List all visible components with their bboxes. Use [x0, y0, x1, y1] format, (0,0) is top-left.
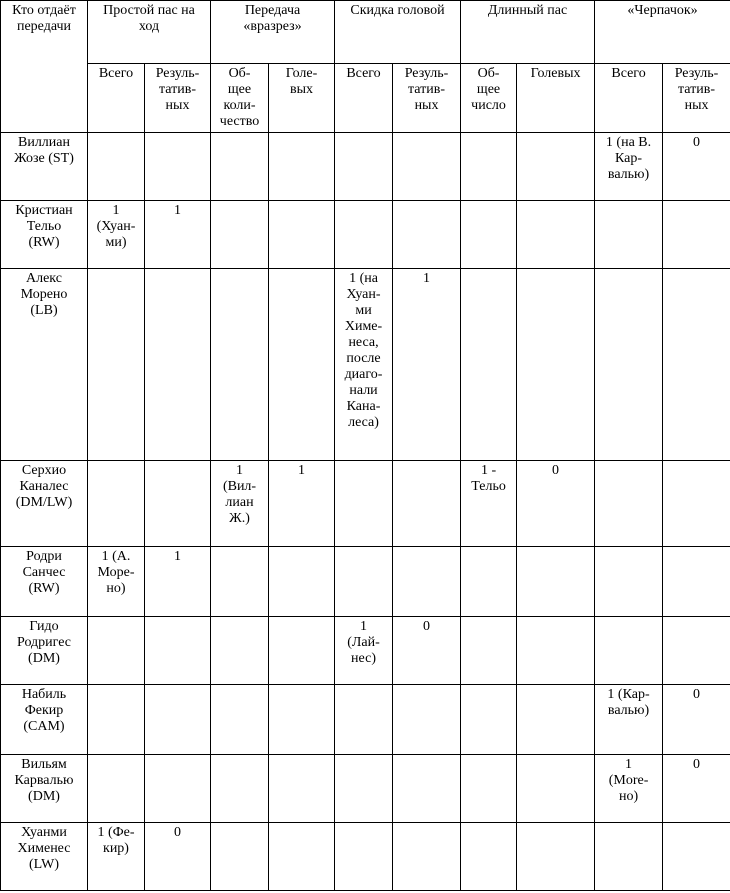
player-name: Хуанми Хименес (LW)	[1, 823, 88, 891]
header-passer: Кто отдаёт передачи	[1, 1, 88, 133]
table-cell	[461, 617, 517, 685]
table-cell: 1	[269, 461, 335, 547]
player-name: Алекс Морено (LB)	[1, 269, 88, 461]
table-row	[1, 269, 730, 461]
table-row	[1, 201, 730, 269]
table-cell	[269, 547, 335, 617]
table-cell: 0	[663, 755, 730, 823]
table-cell	[461, 547, 517, 617]
table-cell	[335, 201, 393, 269]
header-through-pass: Передача «вразрез»	[211, 1, 335, 64]
table-cell: 0	[663, 685, 730, 755]
player-name: Набиль Фекир (CAM)	[1, 685, 88, 755]
subheader-cell: Об- щее коли- чество	[211, 64, 269, 133]
subheader-cell: Всего	[595, 64, 663, 133]
table-cell	[393, 201, 461, 269]
table-cell	[269, 823, 335, 891]
table-cell	[663, 269, 730, 461]
player-name: Серхио Каналес (DM/LW)	[1, 461, 88, 547]
table-cell	[211, 685, 269, 755]
table-cell	[88, 755, 145, 823]
table-cell: 1 (на В. Кар- валью)	[595, 133, 663, 201]
table-row	[1, 133, 730, 201]
table-cell: 1 (Фе- кир)	[88, 823, 145, 891]
table-cell	[88, 133, 145, 201]
table-cell	[211, 755, 269, 823]
player-name: Кристиан Тельо (RW)	[1, 201, 88, 269]
table-cell	[595, 269, 663, 461]
table-cell	[393, 547, 461, 617]
table-cell	[461, 201, 517, 269]
table-cell	[88, 461, 145, 547]
table-cell	[145, 133, 211, 201]
table-cell	[269, 133, 335, 201]
header-chip-pass: «Черпачок»	[595, 1, 730, 64]
table-cell: 1 (на Хуан- ми Химе- неса, после диаго- нали Кана- леса)	[335, 269, 393, 461]
table-cell: 1 (More- но)	[595, 755, 663, 823]
table-cell	[269, 617, 335, 685]
table-cell: 1	[145, 547, 211, 617]
subheader-cell: Всего	[88, 64, 145, 133]
header-simple-pass: Простой пас на ход	[88, 1, 211, 64]
player-name: Виллиан Жозе (ST)	[1, 133, 88, 201]
table-cell	[595, 823, 663, 891]
table-cell	[517, 685, 595, 755]
table-cell	[663, 547, 730, 617]
header-row-groups	[1, 1, 730, 64]
table-cell	[517, 617, 595, 685]
table-cell: 1 (Кар- валью)	[595, 685, 663, 755]
table-cell	[663, 201, 730, 269]
table-cell	[269, 685, 335, 755]
table-cell	[88, 617, 145, 685]
table-cell: 1 - Тельо	[461, 461, 517, 547]
header-row-sub	[1, 64, 730, 133]
table-cell	[393, 461, 461, 547]
table-cell	[517, 755, 595, 823]
table-body	[1, 133, 730, 891]
table-cell	[211, 201, 269, 269]
table-cell: 1 (Вил- лиан Ж.)	[211, 461, 269, 547]
table-cell: 1	[145, 201, 211, 269]
table-row	[1, 823, 730, 891]
table-cell	[269, 269, 335, 461]
table-row	[1, 617, 730, 685]
table-cell	[517, 269, 595, 461]
player-name: Родри Санчес (RW)	[1, 547, 88, 617]
table-cell	[595, 617, 663, 685]
table-cell	[663, 617, 730, 685]
table-cell	[393, 685, 461, 755]
table-cell	[145, 685, 211, 755]
table-cell	[335, 547, 393, 617]
table-cell: 1	[393, 269, 461, 461]
table-row	[1, 547, 730, 617]
table-cell	[461, 823, 517, 891]
table-cell: 1 (Лай- нес)	[335, 617, 393, 685]
table-cell	[335, 685, 393, 755]
table-cell	[461, 133, 517, 201]
table-cell	[269, 201, 335, 269]
table-cell	[211, 823, 269, 891]
player-name: Гидо Родригес (DM)	[1, 617, 88, 685]
table-cell	[88, 269, 145, 461]
table-cell	[145, 617, 211, 685]
table-cell	[335, 823, 393, 891]
table-row	[1, 755, 730, 823]
table-cell	[595, 201, 663, 269]
subheader-cell: Резуль- татив- ных	[145, 64, 211, 133]
table-cell	[211, 617, 269, 685]
table-cell	[88, 685, 145, 755]
table-cell	[663, 461, 730, 547]
table-cell	[393, 133, 461, 201]
table-cell: 0	[517, 461, 595, 547]
table-cell: 1 (Хуан- ми)	[88, 201, 145, 269]
table-row	[1, 685, 730, 755]
subheader-cell: Всего	[335, 64, 393, 133]
subheader-cell: Резуль- татив- ных	[663, 64, 730, 133]
subheader-cell: Голевых	[517, 64, 595, 133]
subheader-cell: Резуль- татив- ных	[393, 64, 461, 133]
table-cell: 0	[145, 823, 211, 891]
table-cell	[595, 461, 663, 547]
table-cell	[517, 547, 595, 617]
table-cell	[145, 755, 211, 823]
subheader-cell: Об- щее число	[461, 64, 517, 133]
table-cell	[461, 269, 517, 461]
player-name: Вильям Карвалью (DM)	[1, 755, 88, 823]
table-cell	[595, 547, 663, 617]
table-cell	[393, 755, 461, 823]
table-cell	[335, 461, 393, 547]
table-cell	[663, 823, 730, 891]
table-cell	[211, 133, 269, 201]
table-cell	[517, 133, 595, 201]
table-cell	[335, 755, 393, 823]
table-cell	[335, 133, 393, 201]
table-cell	[145, 461, 211, 547]
header-head-flick: Скидка головой	[335, 1, 461, 64]
table-cell: 0	[663, 133, 730, 201]
table-row	[1, 461, 730, 547]
table-cell	[145, 269, 211, 461]
table-cell	[269, 755, 335, 823]
table-cell	[517, 823, 595, 891]
table-cell	[211, 269, 269, 461]
table-cell	[461, 755, 517, 823]
subheader-cell: Голе- вых	[269, 64, 335, 133]
table-cell	[517, 201, 595, 269]
table-cell	[211, 547, 269, 617]
table-cell: 0	[393, 617, 461, 685]
table-cell	[393, 823, 461, 891]
table-cell: 1 (А. Море- но)	[88, 547, 145, 617]
table-cell	[461, 685, 517, 755]
header-long-pass: Длинный пас	[461, 1, 595, 64]
